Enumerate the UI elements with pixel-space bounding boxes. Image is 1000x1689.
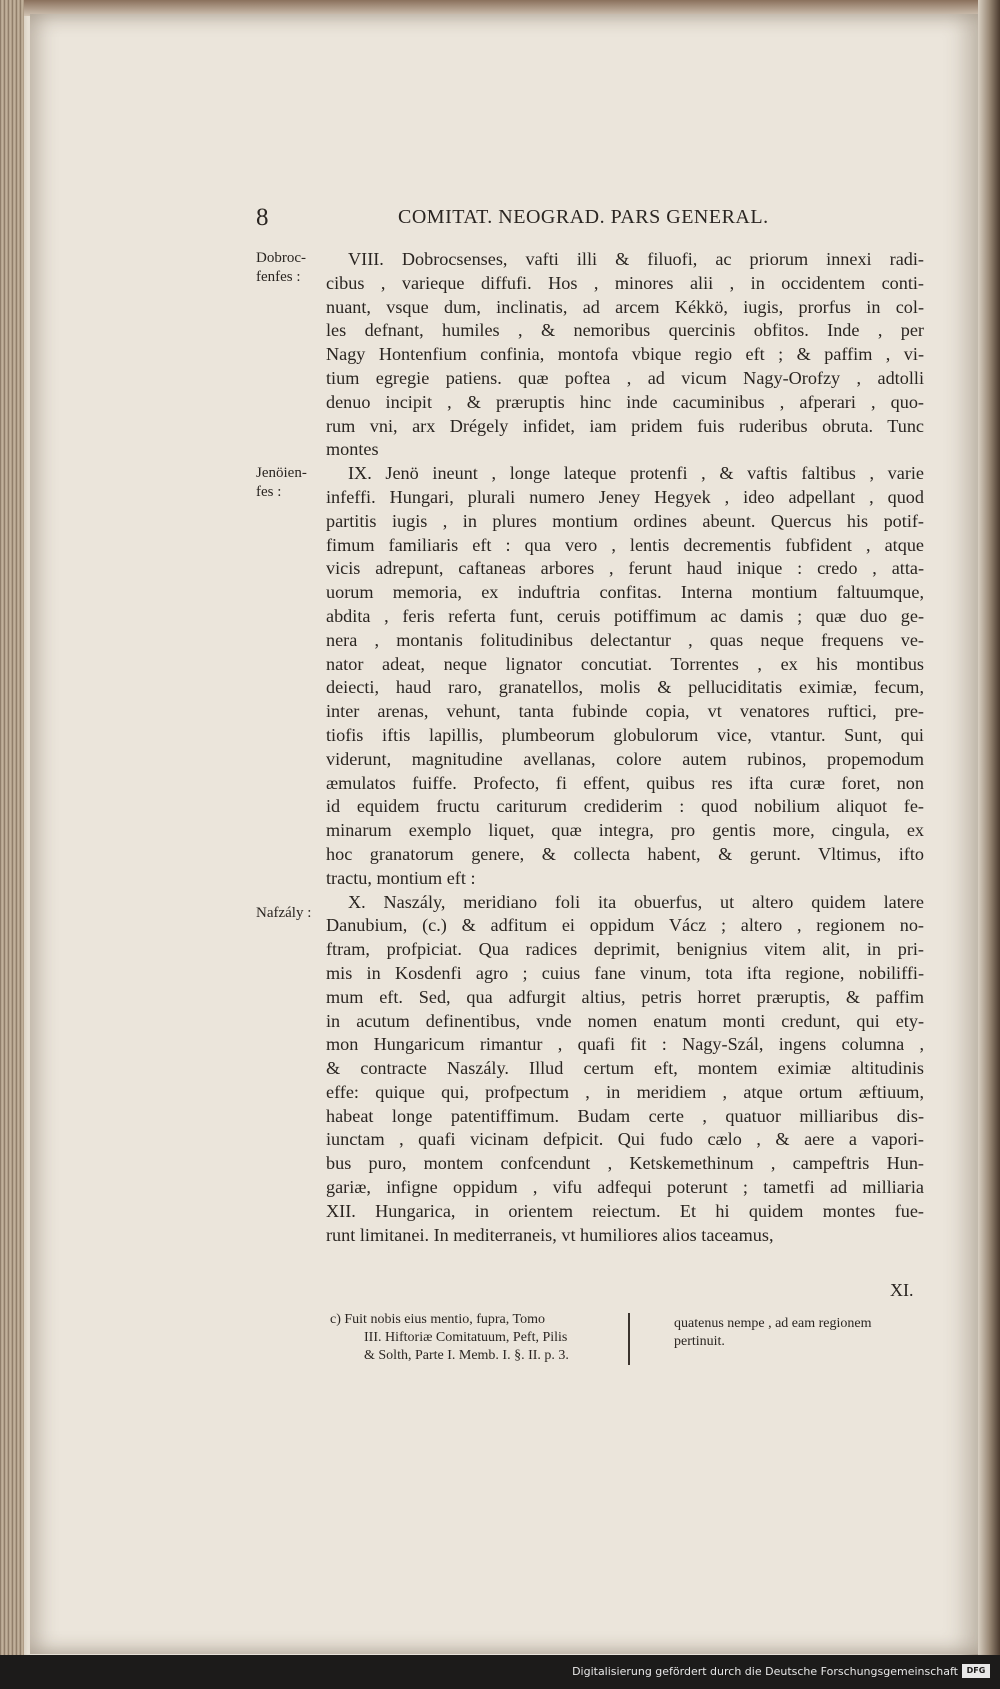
footnote-line: III. Hiftoriæ Comitatuum, Peft, Pilis <box>364 1330 568 1345</box>
footnote-line: pertinuit. <box>674 1334 725 1349</box>
text-line: inter arenas, vehunt, tanta fubinde copia, vt venatores ruftici, pre- <box>326 701 924 722</box>
footer-credit: Digitalisierung gefördert durch die Deutsche Forschungsgemeinschaft <box>572 1665 958 1678</box>
catchword: XI. <box>890 1280 914 1300</box>
text-line: mon Hungaricum rimantur , quafi fit : Nagy-Szál, ingens columna , <box>326 1034 924 1055</box>
margin-note-naszaly: Nafzály : <box>256 905 312 921</box>
text-line: viderunt, magnitudine avellanas, colore autem rubinos, propemodum <box>326 748 924 769</box>
text-line: effe: quique qui, profpectum , in meridiem , atque ortum æftiuum, <box>326 1081 924 1102</box>
text-line: cibus , varieque diffufi. Hos , minores alii , in occidentem conti- <box>326 272 924 293</box>
text-line: VIII. Dobrocsenses, vafti illi & filuofi, ac priorum innexi radi- <box>348 249 924 269</box>
text-line: minarum exemplo liquet, quæ integra, pro gentis more, cingula, ex <box>326 820 924 841</box>
text-line: mum eft. Sed, qua adfurgit altius, petris horret præruptis, & paffim <box>326 986 924 1007</box>
text-line: Nagy Hontenfium confinia, montofa vbique regio eft ; & paffim , vi- <box>326 344 924 365</box>
text-line: bus puro, montem confcendunt , Ketskemethinum , campeftris Hun- <box>326 1153 924 1174</box>
text-line: iunctam , quafi vicinam defpicit. Qui fudo cælo , & aere a vapori- <box>326 1129 924 1150</box>
text-line: id equidem fructu cariturum crediderim : quod nobilium aliquot fe- <box>326 796 924 817</box>
margin-note-jenoienses: Jenöien- fes : <box>256 465 307 500</box>
text-line: æmulatos fuiffe. Profecto, fi effent, quibus res ifta curæ foret, non <box>326 772 924 793</box>
text-line: ftram, profpiciat. Qua radices deprimit, benignius vitem alit, in pri- <box>326 939 924 960</box>
text-line: tium egregie patiens. quæ poftea , ad vicum Nagy-Orofzy , adtolli <box>326 367 924 388</box>
text-line: nera , montanis folitudinibus delectantur , quas neque frequens ve- <box>326 629 924 650</box>
book-left-page-edges <box>0 0 24 1655</box>
text-line: partitis iugis , in plures montium ordines abeunt. Quercus his potif- <box>326 510 924 531</box>
page-number: 8 <box>256 204 269 231</box>
text-line: tiofis iftis lapillis, plumbeorum globulorum vice, vtantur. Sunt, qui <box>326 724 924 745</box>
text-line: les defnant, humiles , & nemoribus quercinis obfitos. Inde , per <box>326 320 924 341</box>
text-line: nuant, vsque dum, inclinatis, ad arcem Kékkö, iugis, prorfus in col- <box>326 296 924 317</box>
text-line: denuo incipit , & præruptis hinc inde cacuminibus , afperari , quo- <box>326 391 924 412</box>
text-line: XII. Hungarica, in orientem reiectum. Et hi quidem montes fue- <box>326 1200 924 1221</box>
text-line: nator adeat, neque lignator concutiat. Torrentes , ex his montibus <box>326 653 924 674</box>
digitization-footer <box>0 1655 1000 1689</box>
text-line: abdita , feris referta funt, ceruis potiffimum ac damis ; quæ duo ge- <box>326 605 924 626</box>
text-line: & contracte Naszály. Illud certum eft, montem eximiæ altitudinis <box>326 1058 924 1079</box>
text-line: tractu, montium eft : <box>326 867 476 888</box>
text-line: X. Naszály, meridiano foli ita obuerfus, ut altero quidem latere <box>348 891 924 912</box>
footnote-left-column <box>330 1311 620 1365</box>
text-line: fimum familiaris eft : qua vero , lentis decrementis fubfident , atque <box>326 534 924 555</box>
footnote-line: quatenus nempe , ad eam regionem <box>674 1316 872 1331</box>
text-line: deiecti, haud raro, granatellos, molis & pelluciditatis eximiæ, fecum, <box>326 677 924 698</box>
text-line: rum vni, arx Drégely infidet, iam pridem fuis ruderibus obruta. Tunc <box>326 415 924 436</box>
footnote-divider <box>628 1313 630 1365</box>
text-line: Danubium, (c.) & adfitum ei oppidum Vácz ; altero , regionem no- <box>326 915 924 936</box>
text-line: vicis adrepunt, caftaneas arbores , ferunt haud inique : credo , atta- <box>326 558 924 579</box>
book-right-binding <box>978 0 1000 1655</box>
text-line: uorum memoria, ex induftria confitas. Interna montium faltuumque, <box>326 582 924 603</box>
dfg-logo: DFG <box>962 1664 990 1678</box>
main-text-body <box>326 248 924 1247</box>
text-line: IX. Jenö ineunt , longe lateque protenfi , & vaftis faltibus , varie <box>348 463 924 484</box>
margin-note-dobrocsenses: Dobroc- fenfes : <box>256 250 306 285</box>
text-line: montes <box>326 439 379 460</box>
footnote-right-column <box>674 1315 924 1351</box>
text-line: runt limitanei. In mediterraneis, vt humiliores alios taceamus, <box>326 1224 774 1245</box>
text-line: gariæ, infigne oppidum , vifu adfequi poterunt ; tametfi ad milliaria <box>326 1177 924 1198</box>
footnote-line: & Solth, Parte I. Memb. I. §. II. p. 3. <box>364 1348 569 1363</box>
text-line: infeffi. Hungari, plurali numero Jeney Hegyek , ideo adpellant , quod <box>326 486 924 507</box>
footnote-line: c) Fuit nobis eius mentio, fupra, Tomo <box>330 1312 545 1327</box>
running-head: COMITAT. NEOGRAD. PARS GENERAL. <box>398 206 769 228</box>
page-header <box>256 204 816 238</box>
text-line: in acutum definentibus, vnde nomen enatum monti credunt, qui ety- <box>326 1010 924 1031</box>
text-line: mis in Kosdenfi agro ; cuius fane vinum, tota ifta regione, nobiliffi- <box>326 962 924 983</box>
text-line: habeat longe patentiffimum. Budam certe , quatuor milliaribus dis- <box>326 1105 924 1126</box>
text-line: hoc granatorum genere, & collecta habent, & gerunt. Vltimus, ifto <box>326 843 924 864</box>
